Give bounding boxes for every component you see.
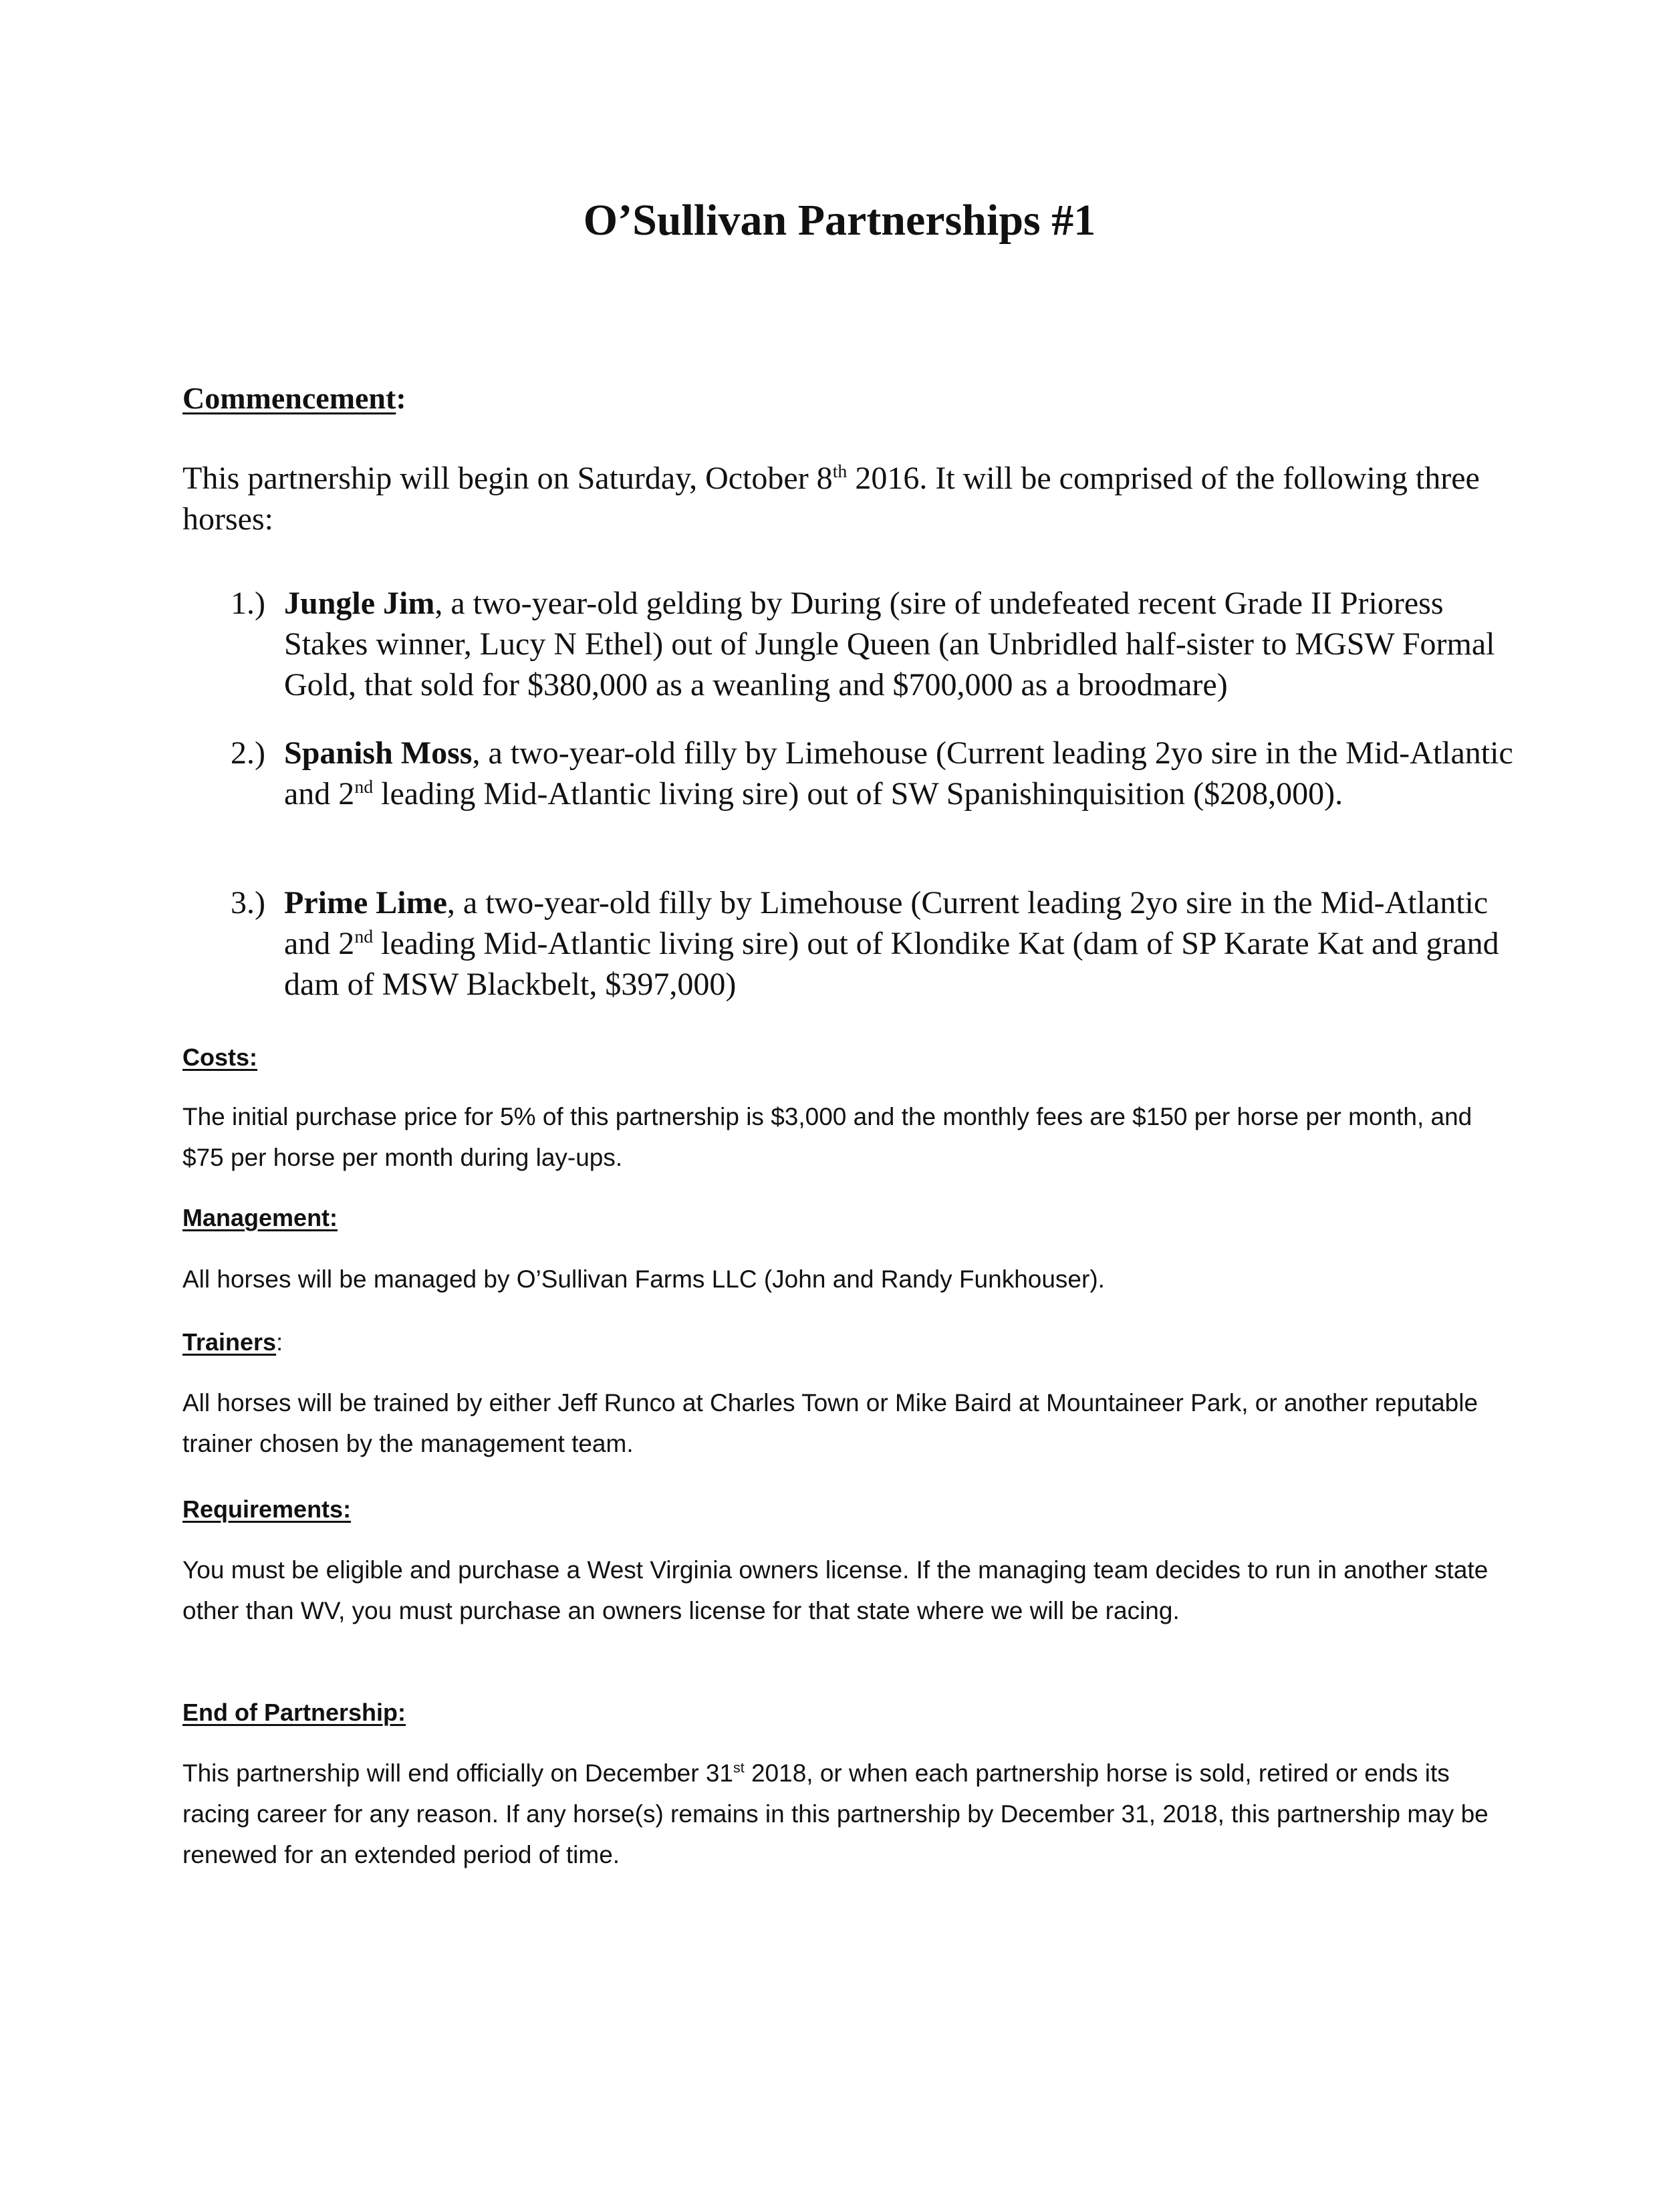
trainers-text: All horses will be trained by either Jeff Runco at Charles Town or Mike Baird at Mountaineer Park, or another reputable trainer chosen by the management team. bbox=[182, 1389, 1478, 1457]
commencement-text bbox=[182, 458, 1506, 539]
horse-description: , a two-year-old filly by Limehouse (Current leading 2yo sire in the Mid-Atlantic and 2 bbox=[284, 735, 1513, 812]
list-item-number: 1.) bbox=[231, 586, 265, 621]
end-text-part2: 2018, or when each partnership horse is sold, retired or ends its racing career for any reason. If any horse(s) remains in this partnership by December 31, 2018, this partnership may be renewed for an extended period of time. bbox=[182, 1759, 1489, 1868]
trainers-heading-colon: : bbox=[276, 1328, 283, 1356]
commencement-heading bbox=[182, 380, 1506, 416]
page-title: O’Sullivan Partnerships #1 bbox=[583, 196, 1096, 245]
commencement-text-part1: This partnership will begin on Saturday, October 8 bbox=[182, 461, 833, 496]
list-item bbox=[231, 882, 1521, 1005]
trainers-heading-text: Trainers bbox=[182, 1328, 277, 1356]
commencement-heading-colon: : bbox=[396, 381, 406, 415]
list-item-body bbox=[284, 733, 1521, 814]
list-item-body bbox=[284, 882, 1521, 1005]
horse-description-cont: leading Mid-Atlantic living sire) out of SW Spanishinquisition ($208,000). bbox=[373, 776, 1343, 812]
end-of-partnership-text bbox=[182, 1753, 1506, 1875]
commencement-text-part2: 2016. It will be comprised of the following three horses: bbox=[182, 461, 1480, 537]
requirements-heading: Requirements: bbox=[182, 1495, 352, 1523]
horse-superscript: nd bbox=[354, 777, 374, 797]
trainers-heading bbox=[182, 1328, 1506, 1356]
list-item-number: 2.) bbox=[231, 735, 265, 771]
list-item-number: 3.) bbox=[231, 885, 265, 920]
management-heading: Management: bbox=[182, 1204, 338, 1231]
horse-superscript: nd bbox=[354, 927, 374, 947]
commencement-superscript: th bbox=[832, 461, 848, 482]
end-of-partnership-heading: End of Partnership: bbox=[182, 1699, 406, 1726]
horse-name: Prime Lime bbox=[284, 885, 447, 920]
list-item bbox=[231, 733, 1521, 814]
end-text-superscript: st bbox=[733, 1759, 745, 1776]
list-item bbox=[231, 583, 1521, 705]
management-text: All horses will be managed by O’Sullivan Farms LLC (John and Randy Funkhouser). bbox=[182, 1265, 1105, 1293]
list-item-body bbox=[284, 583, 1521, 705]
end-text-part1: This partnership will end officially on December 31 bbox=[182, 1759, 733, 1787]
requirements-text: You must be eligible and purchase a West Virginia owners license. If the managing team decides to run in another state other than WV, you must purchase an owners license for that state where we will be racing. bbox=[182, 1556, 1489, 1624]
horse-description: , a two-year-old filly by Limehouse (Current leading 2yo sire in the Mid-Atlantic and 2 bbox=[284, 885, 1489, 961]
costs-text: The initial purchase price for 5% of this partnership is $3,000 and the monthly fees are $150 per horse per month, and $75 per horse per month during lay-ups. bbox=[182, 1103, 1472, 1171]
horse-description-cont: leading Mid-Atlantic living sire) out of Klondike Kat (dam of SP Karate Kat and grand dam of MSW Blackbelt, $397,000) bbox=[284, 926, 1499, 1002]
horse-description: , a two-year-old gelding by During (sire of undefeated recent Grade II Prioress Stakes winner, Lucy N Ethel) out of Jungle Queen (an Unbridled half-sister to MGSW Formal Gold, that sold for $380,000 as a weanling and $700,000 as a broodmare) bbox=[284, 586, 1495, 703]
horse-name: Jungle Jim bbox=[284, 586, 435, 621]
costs-heading: Costs: bbox=[182, 1043, 258, 1071]
commencement-heading-text: Commencement bbox=[182, 381, 396, 415]
horse-name: Spanish Moss bbox=[284, 735, 473, 771]
